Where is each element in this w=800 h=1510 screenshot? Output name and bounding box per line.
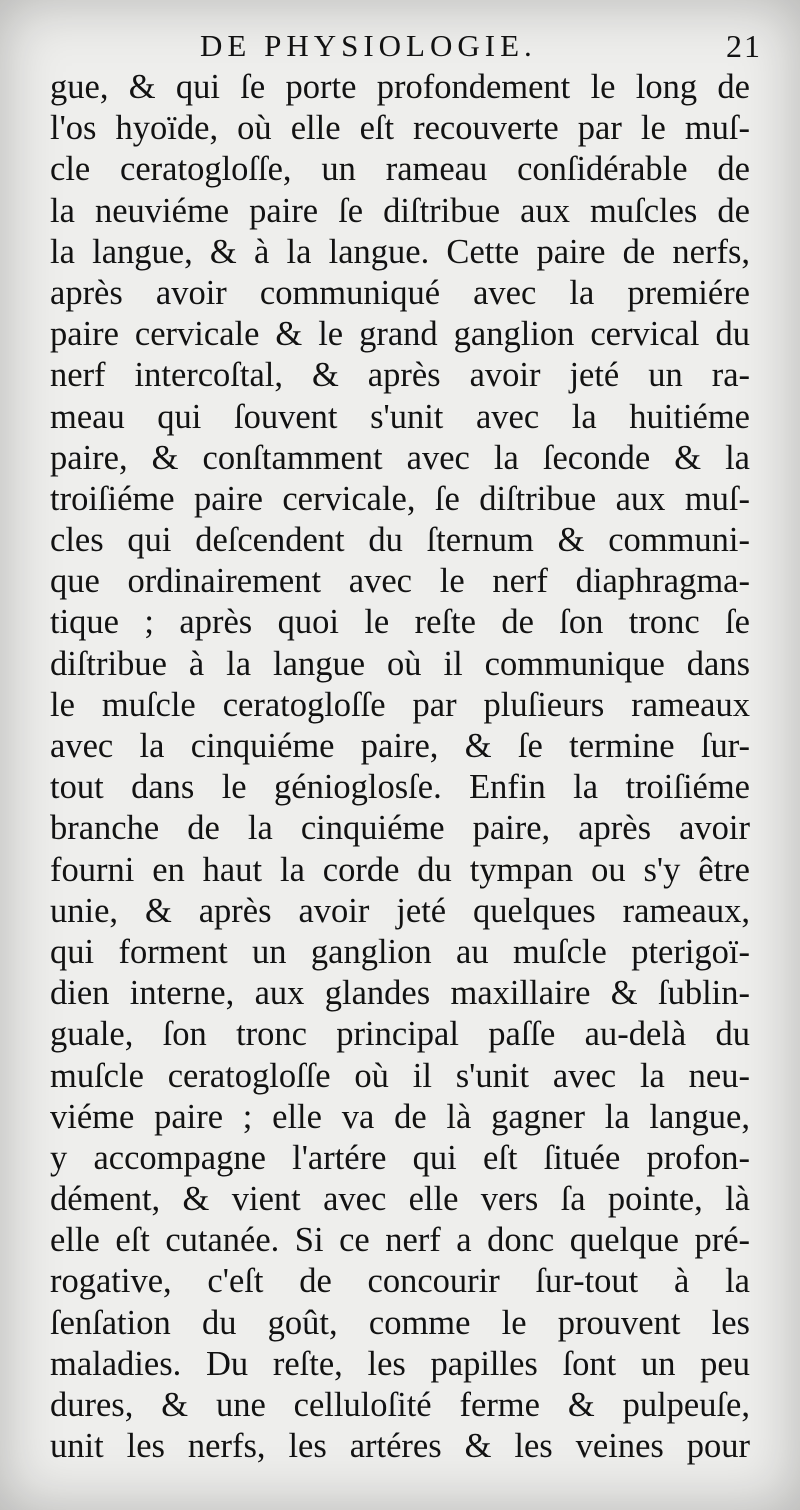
text-line: muſcle ceratogloſſe où il s'unit avec la neu-	[50, 1056, 750, 1095]
text-line: avec la cinquiéme paire, & ſe termine ſur-	[50, 727, 750, 765]
text-line: troiſiéme paire cervicale, ſe diſtribue aux muſ-	[50, 479, 750, 518]
text-line: diſtribue à la langue où il communique dans	[50, 644, 750, 683]
text-line: viéme paire ; elle va de là gagner la langue,	[50, 1097, 750, 1136]
text-line: unit les nerfs, les artéres & les veines pour	[50, 1427, 750, 1466]
text-line: la langue, & à la langue. Cette paire de nerfs,	[50, 232, 750, 271]
text-line: tout dans le génioglosſe. Enfin la troiſiéme	[50, 768, 750, 807]
text-line: gue, & qui ſe porte profondement le long de	[50, 68, 750, 106]
text-line: cle ceratogloſſe, un rameau conſidérable de	[50, 150, 750, 189]
text-line: fourni en haut la corde du tympan ou s'y être	[50, 850, 750, 889]
text-line: le muſcle ceratogloſſe par pluſieurs rameaux	[50, 685, 750, 724]
text-line: que ordinairement avec le nerf diaphragma-	[50, 562, 750, 601]
text-line: l'os hyoïde, où elle eſt recouverte par le muſ-	[50, 109, 750, 148]
text-line: tique ; après quoi le reſte de ſon tronc ſe	[50, 603, 750, 642]
running-head: DE PHYSIOLOGIE.	[200, 28, 537, 63]
text-line: meau qui ſouvent s'unit avec la huitiéme	[50, 397, 750, 436]
text-line: paire, & conſtamment avec la ſeconde & la	[50, 438, 750, 477]
text-line: branche de la cinquiéme paire, après avoir	[50, 809, 750, 848]
text-line: rogative, c'eſt de concourir ſur-tout à la	[50, 1262, 750, 1301]
text-line: dien interne, aux glandes maxillaire & ſublin-	[50, 974, 750, 1013]
text-line: qui forment un ganglion au muſcle pterigoï-	[50, 932, 750, 971]
page-number: 21	[726, 28, 762, 64]
text-line: y accompagne l'artére qui eſt ſituée profon-	[50, 1138, 750, 1177]
text-line: dures, & une celluloſité ferme & pulpeuſe,	[50, 1386, 750, 1424]
text-line: guale, ſon tronc principal paſſe au-delà du	[50, 1015, 750, 1054]
text-line: nerf intercoſtal, & après avoir jeté un ra-	[50, 356, 750, 395]
page-header	[50, 28, 762, 70]
text-line: cles qui deſcendent du ſternum & communi-	[50, 521, 750, 560]
body-text	[50, 67, 750, 1467]
text-line: unie, & après avoir jeté quelques rameaux,	[50, 891, 750, 930]
text-line: paire cervicale & le grand ganglion cervical du	[50, 315, 750, 354]
text-line: la neuviéme paire ſe diſtribue aux muſcles de	[50, 191, 750, 230]
text-line: ſenſation du goût, comme le prouvent les	[50, 1303, 750, 1342]
text-line: maladies. Du reſte, les papilles ſont un peu	[50, 1344, 750, 1383]
text-line: elle eſt cutanée. Si ce nerf a donc quelque pré-	[50, 1221, 750, 1260]
text-line: dément, & vient avec elle vers ſa pointe, là	[50, 1180, 750, 1219]
text-line: après avoir communiqué avec la premiére	[50, 273, 750, 312]
